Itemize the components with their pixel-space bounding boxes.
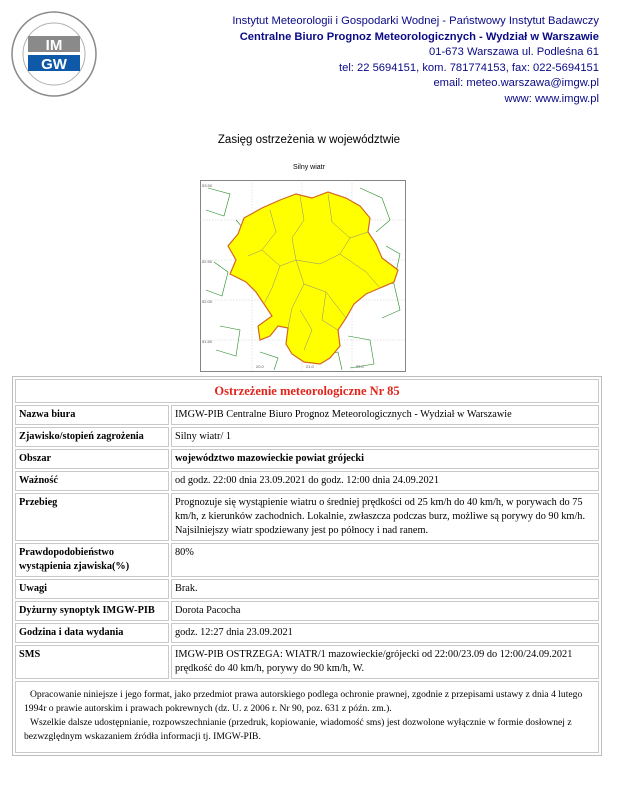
logo-text-bottom: GW (41, 56, 67, 73)
row-value: Brak. (171, 579, 599, 599)
warning-title: Ostrzeżenie meteorologiczne Nr 85 (15, 379, 599, 403)
redistribution-text: Wszelkie dalsze udostępnianie, rozpowszechnianie (przedruk, kopiowanie, wiadomość sms) jest dozwolone wyłącznie w formie dosłownej z bezwzględnym wskazaniem źródła informacji tj. IMGW-PIB. (24, 717, 572, 742)
institute-name: Instytut Meteorologii i Gospodarki Wodnej - Państwowy Instytut Badawczy (232, 15, 599, 27)
institute-header (232, 14, 599, 108)
warning-panel (12, 376, 602, 756)
row-value: województwo mazowieckie powiat grójecki (171, 449, 599, 469)
row-label: Prawdopodobieństwo wystąpienia zjawiska(%) (15, 543, 169, 577)
table-row (15, 579, 599, 599)
svg-text:22.0: 22.0 (356, 364, 364, 369)
row-value: godz. 12:27 dnia 23.09.2021 (171, 623, 599, 643)
svg-text:20.0: 20.0 (256, 364, 264, 369)
svg-text:21.0: 21.0 (306, 364, 314, 369)
row-label: SMS (15, 645, 169, 679)
office-email: email: meteo.warszawa@imgw.pl (433, 77, 599, 90)
table-row (15, 645, 599, 679)
table-row (15, 405, 599, 425)
row-value: od godz. 22:00 dnia 23.09.2021 do godz. 12:00 dnia 24.09.2021 (171, 471, 599, 491)
row-value: IMGW-PIB Centralne Biuro Prognoz Meteorologicznych - Wydział w Warszawie (171, 405, 599, 425)
row-label: Zjawisko/stopień zagrożenia (15, 427, 169, 447)
svg-text:53.50: 53.50 (202, 183, 213, 188)
row-label: Przebieg (15, 493, 169, 541)
row-value: 80% (171, 543, 599, 577)
row-label: Godzina i data wydania (15, 623, 169, 643)
row-value: Silny wiatr/ 1 (171, 427, 599, 447)
copyright-notice (15, 681, 599, 753)
row-label: Uwagi (15, 579, 169, 599)
svg-text:52.00: 52.00 (202, 299, 213, 304)
row-label: Obszar (15, 449, 169, 469)
row-label: Nazwa biura (15, 405, 169, 425)
table-row (15, 449, 599, 469)
table-row (15, 493, 599, 541)
table-row (15, 427, 599, 447)
office-address: 01-673 Warszawa ul. Podleśna 61 (429, 46, 599, 59)
row-label: Ważność (15, 471, 169, 491)
imgw-logo (10, 10, 98, 98)
office-name: Centralne Biuro Prognoz Meteorologicznych - Wydział w Warszawie (239, 30, 599, 43)
table-row (15, 601, 599, 621)
table-row (15, 623, 599, 643)
row-value: Prognozuje się wystąpienie wiatru o średniej prędkości od 25 km/h do 40 km/h, w porywach do 75 km/h, z kierunków zachodnich. Lokalnie, zwłaszcza podczas burz, możliwe są porywy do 90 km/h. Najsilniejszy wiatr spodziewany jest po północy i nad ranem. (171, 493, 599, 541)
table-row (15, 471, 599, 491)
row-label: Dyżurny synoptyk IMGW-PIB (15, 601, 169, 621)
row-value: Dorota Pacocha (171, 601, 599, 621)
warning-table (13, 377, 601, 755)
office-website: www: www.imgw.pl (504, 92, 599, 105)
map-title: Zasięg ostrzeżenia w województwie (217, 134, 401, 146)
copyright-text: Opracowanie niniejsze i jego format, jako przedmiot prawa autorskiego podlega ochronie prawnej, zgodnie z przepisami ustawy z dnia 4 lutego 1994r o prawie autorskim i prawach pokrewnych (dz. U. z 2006 r. Nr 90, poz. 631 z późn. zm.). (24, 689, 583, 714)
row-value: IMGW-PIB OSTRZEGA: WIATR/1 mazowieckie/grójecki od 22:00/23.09 do 12:00/24.09.2021 prędkość do 40 km/h, porywy do 90 km/h, W. (171, 645, 599, 679)
office-phone: tel: 22 5694151, kom. 781774153, fax: 022-5694151 (338, 61, 599, 74)
warning-map (200, 180, 406, 372)
svg-text:51.50: 51.50 (202, 339, 213, 344)
svg-text:52.50: 52.50 (202, 259, 213, 264)
table-row (15, 543, 599, 577)
map-subtitle: Silny wiatr (293, 164, 325, 171)
logo-text-top: IM (45, 37, 63, 54)
